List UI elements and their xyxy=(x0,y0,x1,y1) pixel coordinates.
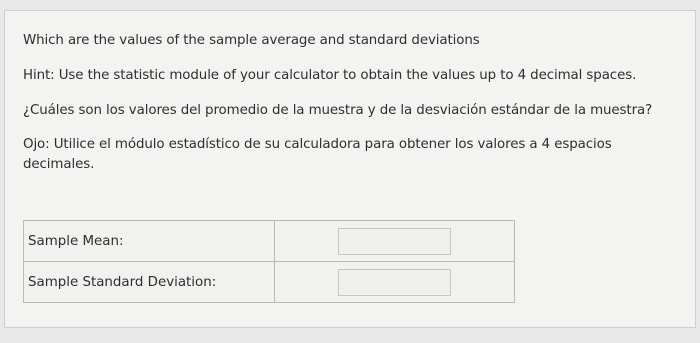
sample-std-dev-label: Sample Standard Deviation: xyxy=(24,262,275,303)
sample-mean-label: Sample Mean: xyxy=(24,221,275,262)
hint-text-english: Hint: Use the statistic module of your calculator to obtain the values up to 4 decimal spaces. xyxy=(23,68,637,83)
answer-table xyxy=(23,220,515,303)
answer-cell xyxy=(275,221,515,262)
sample-std-dev-input[interactable] xyxy=(338,269,451,296)
table-row xyxy=(24,262,515,303)
question-panel xyxy=(4,10,696,328)
table-row xyxy=(24,221,515,262)
answer-cell xyxy=(275,262,515,303)
question-text-english: Which are the values of the sample average and standard deviations xyxy=(23,33,480,48)
question-text-spanish: ¿Cuáles son los valores del promedio de la muestra y de la desviación estándar de la muestra? xyxy=(23,103,653,118)
hint-text-spanish: Ojo: Utilice el módulo estadístico de su calculadora para obtener los valores a 4 espacios decimales. xyxy=(23,137,612,172)
sample-mean-input[interactable] xyxy=(338,228,451,255)
